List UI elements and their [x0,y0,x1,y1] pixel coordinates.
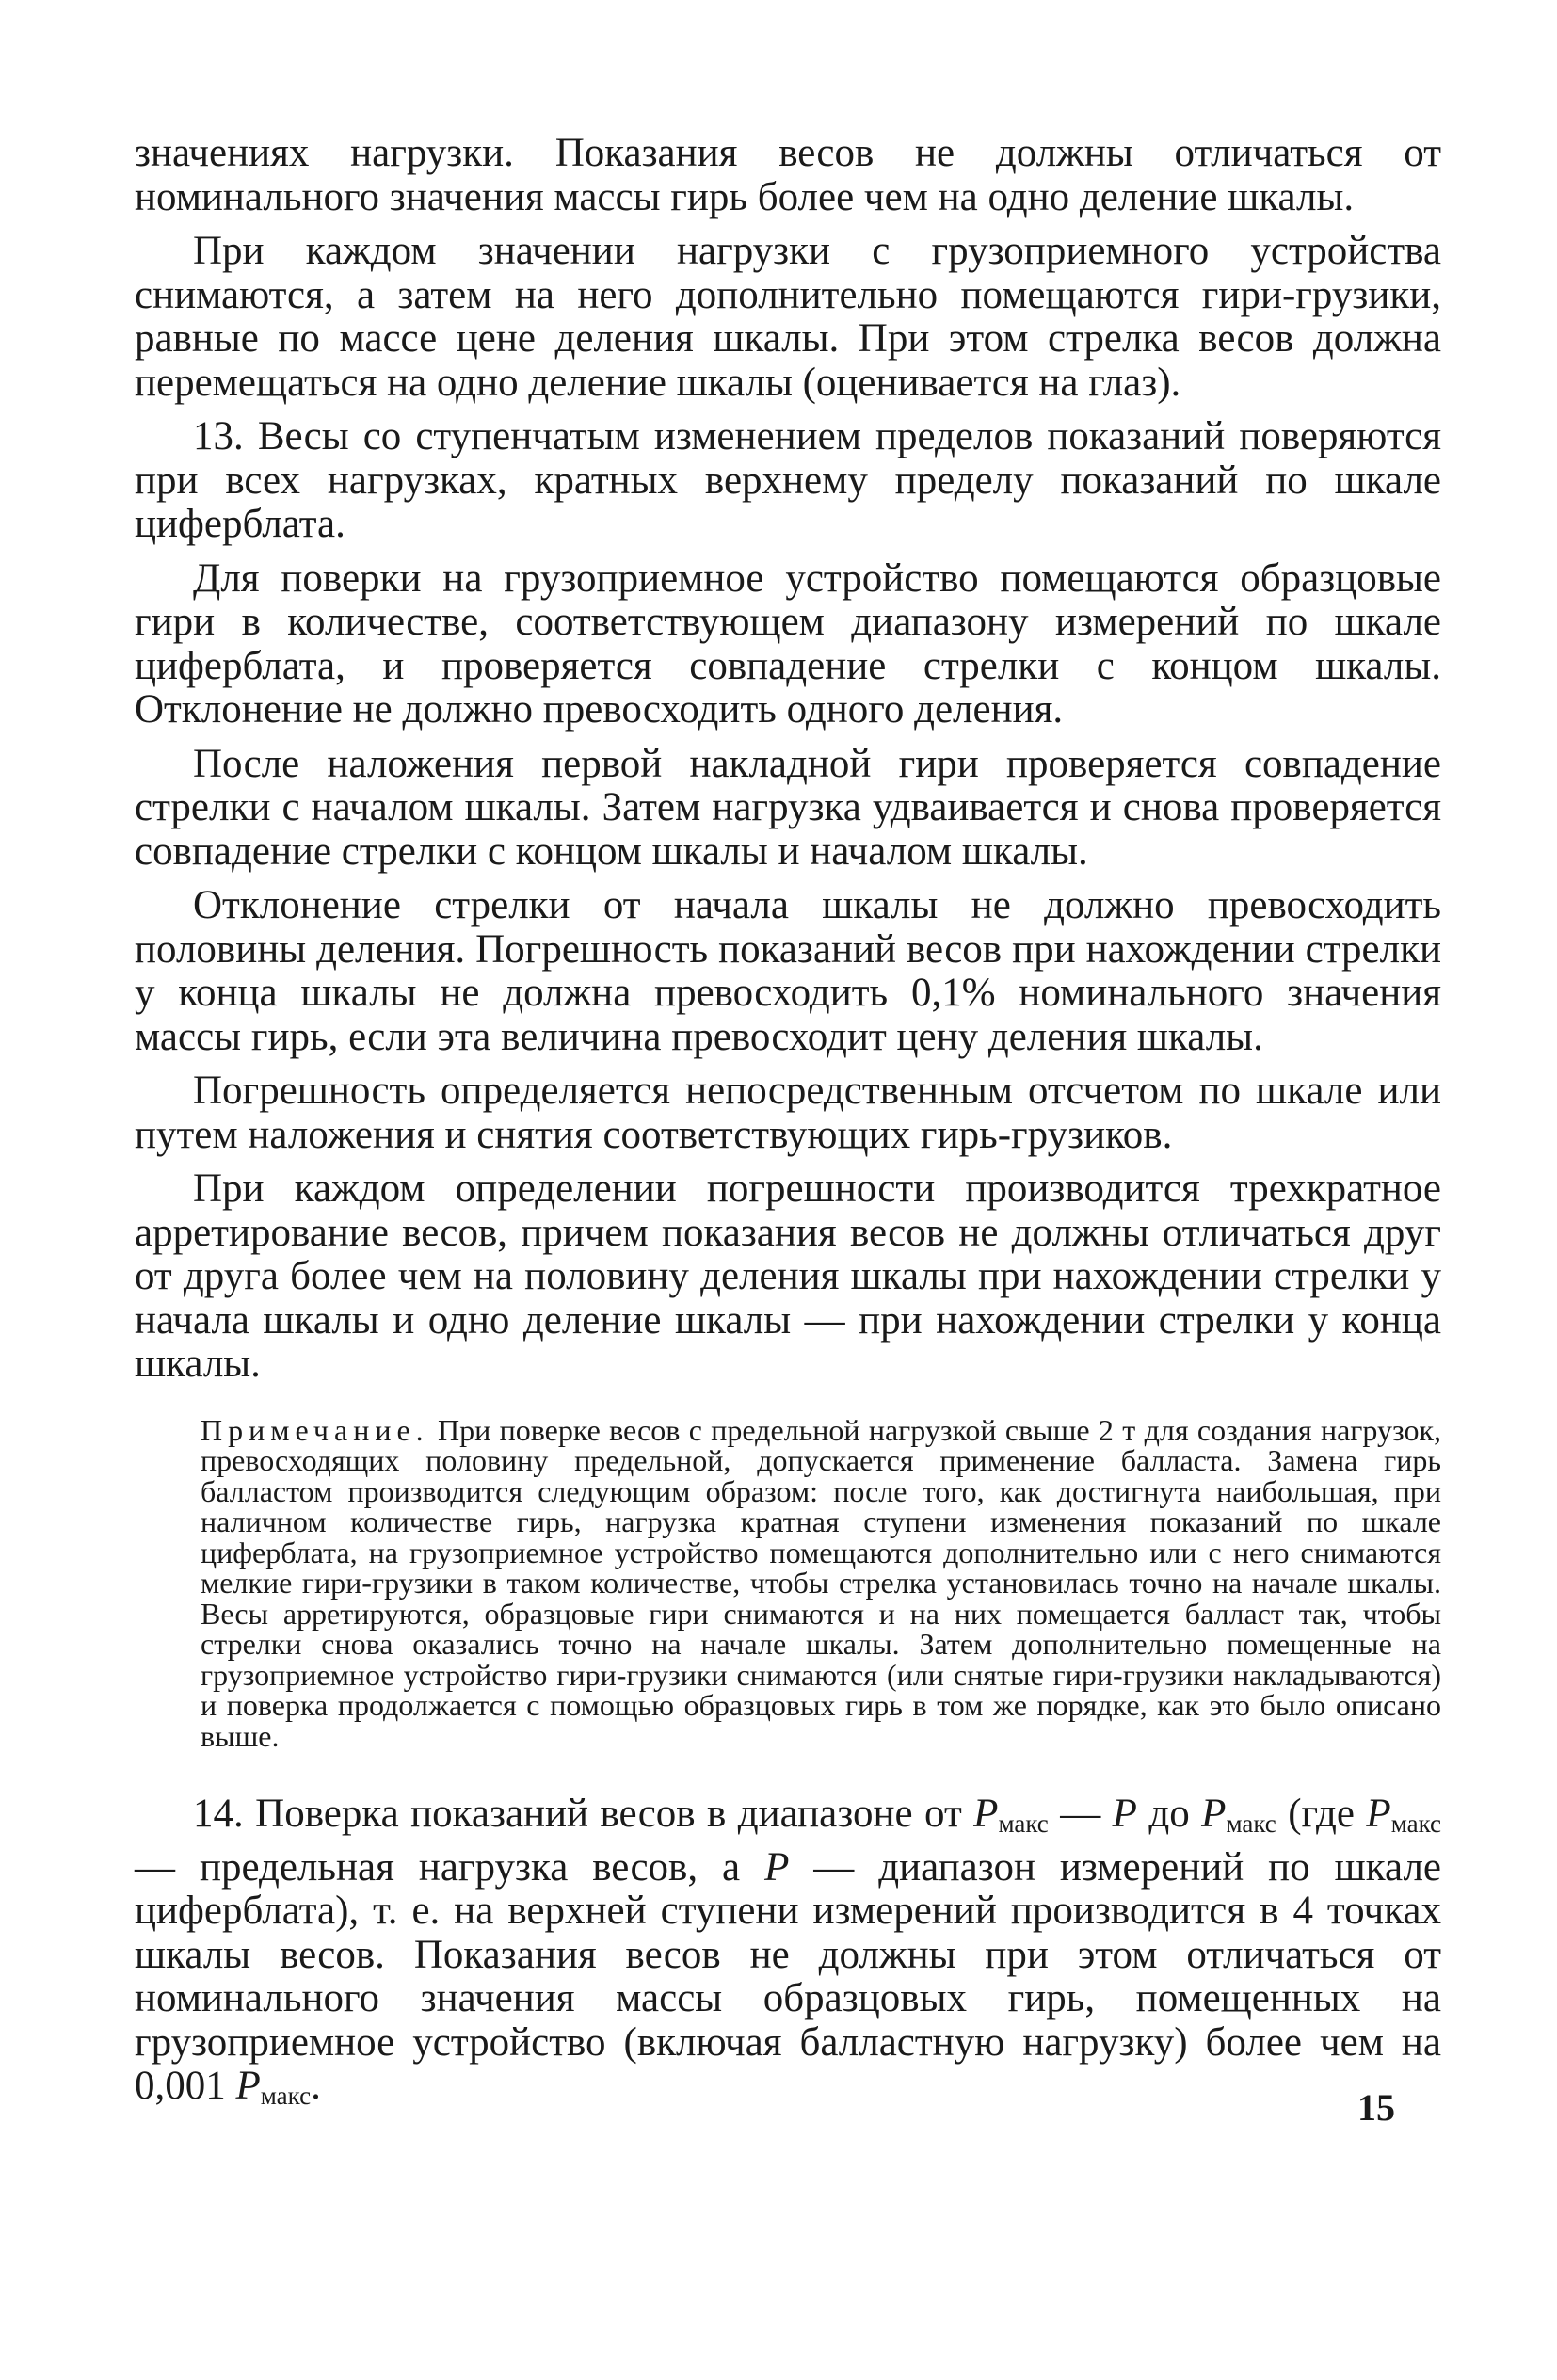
subscript-max: макс [1226,1809,1276,1838]
item14-text: 14. Поверка показаний весов в диапазоне от [193,1792,974,1836]
note-block [135,1412,1442,1753]
note-label: Примечание. [201,1412,429,1447]
symbol-p: P [973,1792,999,1836]
symbol-p: P [1201,1792,1227,1836]
symbol-p: P [1366,1792,1391,1836]
body-text [135,132,1441,2129]
symbol-p: P [764,1844,790,1890]
item14-text: — предельная нагрузка весов, а [135,1844,765,1890]
paragraph-1: значениях нагрузки. Показания весов не должны отличаться от номинального значения массы гирь более чем на одно деление шкалы. [135,131,1441,219]
item14-text: до [1136,1792,1202,1836]
paragraph-6: Отклонение стрелки от начала шкалы не должно превосходить половины деления. Погрешность показаний весов при нахождении стрелки у конца шкалы не должна превосходить 0,1% номинального значения массы гирь, если эта величина превосходит цену деления шкалы. [135,883,1441,1059]
paragraph-item-13: 13. Весы со ступенчатым изменением пределов показаний поверяются при всех нагрузках, кратных верхнему пределу показаний по шкале циферблата. [135,414,1441,546]
symbol-p: P [235,2064,261,2108]
paragraph-8: При каждом определении погрешности производится трехкратное арретирование весов, причем показания весов не должны отличаться друг от друга более чем на половину деления шкалы при нахождении стрелки у начала шкалы и одно деление шкалы — при нахождении стрелки у конца шкалы. [135,1166,1441,1386]
paragraph-7: Погрешность определяется непосредственным отсчетом по шкале или путем наложения и снятия соответствующих гирь-грузиков. [135,1069,1441,1157]
symbol-p: P [1112,1792,1137,1836]
page-number: 15 [1357,2086,1395,2129]
item14-text: . [311,2064,321,2108]
item14-text: (где [1276,1792,1367,1836]
paragraph-2: При каждом значении нагрузки с грузоприемного устройства снимаются, а затем на него дополнительно помещаются гири-грузики, равные по массе цене деления шкалы. При этом стрелка весов должна перемещаться на одно деление шкалы (оценивается на глаз). [135,229,1441,405]
subscript-max: макс [260,2082,312,2110]
note-text: При поверке весов с предельной нагрузкой свыше 2 т для создания нагрузок, превосходящих половину предельной, допускается применение балласта. Замена гирь балластом производится следующим образом: после того, как достигнута наибольшая, при наличном количестве гирь, нагрузка кратная ступени изменения показаний по шкале циферблата, на грузоприемное устройство помещаются дополнительно или с него снимаются мелкие гири-грузики в таком количестве, чтобы стрелка установилась точно на начале шкалы. Весы арретируются, образцовые гири снимаются и на них помещается балласт так, чтобы стрелки снова оказались точно на начале шкалы. Затем дополнительно помещенные на грузоприемное устройство гири-грузики снимаются (или снятые гири-грузики накладываются) и поверка продолжается с помощью образцовых гирь в том же порядке, как это было описано выше. [201,1412,1442,1753]
paragraph-4: Для поверки на грузоприемное устройство помещаются образцовые гири в количестве, соответствующем диапазону измерений по шкале циферблата, и проверяется совпадение стрелки с концом шкалы. Отклонение не должно превосходить одного деления. [135,555,1441,732]
subscript-max: макс [1390,1809,1442,1838]
subscript-max: макс [998,1809,1049,1838]
item14-text: — [1048,1792,1113,1836]
item14-text: — диапазон измерений по шкале циферблата), т. е. на верхней ступени измерений производится в 4 точках шкалы весов. Показания весов не должны при этом отличаться от номинального значения массы образцовых гирь, помещенных на грузоприемное устройство (включая балластную нагрузку) более чем на 0,001 [135,1844,1441,2108]
paragraph-item-14 [135,1793,1441,2118]
paragraph-5: После наложения первой накладной гири проверяется совпадение стрелки с началом шкалы. Затем нагрузка удваивается и снова проверяется совпадение стрелки с концом шкалы и началом шкалы. [135,741,1441,874]
